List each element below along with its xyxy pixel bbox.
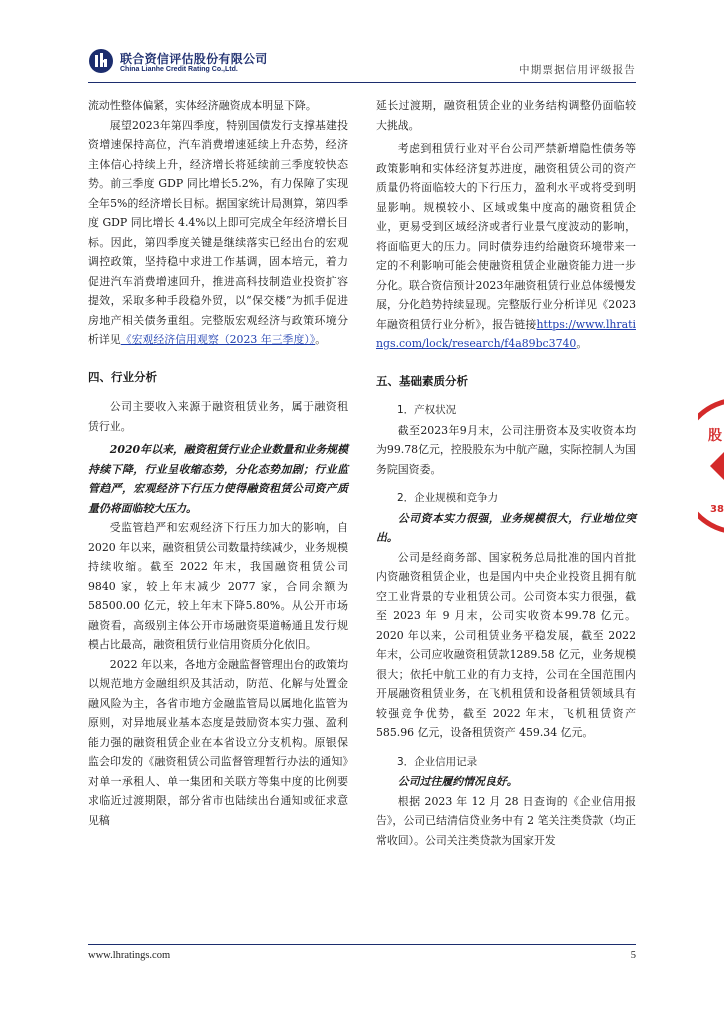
paragraph (376, 139, 636, 354)
section-heading-basic: 五、基础素质分析 (376, 373, 468, 388)
document-type: 中期票据信用评级报告 (519, 64, 636, 76)
left-column (88, 96, 348, 830)
paragraph (88, 116, 348, 350)
page-number: 5 (630, 950, 636, 961)
key-finding: 公司过往履约情况良好。 (397, 775, 518, 788)
seal-text-bottom: 38 (710, 504, 724, 515)
key-finding: 公司资本实力很强，业务规模很大，行业地位突出。 (376, 511, 636, 544)
paragraph: 公司是经商务部、国家税务总局批准的国内首批内资融资租赁企业，也是国内中央企业投资且拥有航空工业背景的专业租赁公司。公司资本实力很强，截至 2023 年 9 月末，公司实收资本99.78 亿元。2020 年以来，公司租赁业务平稳发展，截至 2022 年末，公司应收融资租赁款1289.58 亿元，业务规模很大；依托中航工业的有力支持，公司在全国范围内开展融资租赁业务，在飞机租赁和设备租赁领域具有较强竞争优势，截至 2022 年末，飞机租赁资产 585.96 亿元，设备租赁资产 459.34 亿元。 (376, 550, 636, 739)
macro-report-link[interactable]: 《宏观经济信用观察（2023 年三季度）》 (120, 333, 316, 346)
company-logo-icon (88, 48, 114, 74)
company-name-cn: 联合资信评估股份有限公司 (120, 52, 268, 66)
footer-divider (88, 944, 636, 945)
paragraph: 受监管趋严和宏观经济下行压力加大的影响，自 2020 年以来，融资租赁公司数量持续减少，业务规模持续收缩。截至 2022 年末，我国融资租赁公司 9840 家，较上年末减少 2077 家，合同余额为 58500.00 亿元，较上年末下降5.80%。从公开市场融资看，高级别主体公开市场融资渠道畅通且发行规模占比最高，融资租赁行业信用资质分化依旧。 (88, 521, 348, 651)
paragraph-text: 展望2023年第四季度，特别国债发行支撑基建投资增速保持高位，汽车消费增速延续上升态势，经济主体信心持续上升，经济增长将延续前三季度较快态势。前三季度 GDP 同比增长5.2%，有力保障了实现全年5%的经济增长目标。据国家统计局测算，第四季度 GDP 同比增长 4.4%以上即可完成全年经济增长目标。因此，第四季度关键是继续落实已经出台的宏观调控政策，坚持稳中求进工作基调，固本培元，着力促进汽车消费增速回升，推进高科技制造业投资扩容提效，采取多种手段稳外贸，以“保交楼”为抓手促进房地产相关债务重组。完整版宏观经济与政策环境分析详见 (88, 118, 348, 346)
seal-stamp-icon (698, 396, 724, 536)
company-name-en: China Lianhe Credit Rating Co.,Ltd. (120, 66, 238, 73)
paragraph: 流动性整体偏紧，实体经济融资成本明显下降。 (88, 99, 317, 112)
key-finding: 2020年以来，融资租赁行业企业数量和业务规模持续下降，行业呈收缩态势，分化态势加剧；行业监管趋严，宏观经济下行压力使得融资租赁公司资产质量仍将面临较大压力。 (88, 443, 348, 515)
header-divider (88, 82, 636, 83)
paragraph: 2022 年以来，各地方金融监督管理出台的政策均以规范地方金融组织及其活动，防范、化解与处置金融风险为主，各省市地方金融监管局以属地化监管为原则，对异地展业基本态度是鼓励资本实力强、盈利能力强的融资租赁企业在本省设立分支机构。原银保监会印发的《融资租赁公司监督管理暂行办法的通知》对单一承租人、单一集团和关联方等集中度的比例要求临近过渡期限，部分省市也陆续出台通知或征求意见稿 (88, 657, 348, 827)
subsection-heading: 2．企业规模和竞争力 (397, 492, 499, 504)
right-column (376, 96, 636, 850)
paragraph: 根据 2023 年 12 月 28 日查询的《企业信用报告》，公司已结清信贷业务中有 2 笔关注类贷款（均正常收回）。公司关注类贷款为国家开发 (376, 794, 636, 847)
section-heading-industry: 四、行业分析 (88, 369, 157, 384)
subsection-heading: 3．企业信用记录 (397, 755, 478, 768)
page-header (88, 44, 636, 80)
paragraph-text: 考虑到租赁行业对平台公司严禁新增隐性债务等政策影响和实体经济复苏进度，融资租赁公司的资产质量仍将面临较大的下行压力，盈利水平或将受到明显影响。规模较小、区域或集中度高的融资租赁企业，更易受到区域经济或者行业景气度波动的影响，将面临更大的压力。同时债券违约给融资环境带来一定的不利影响可能会使融资租赁企业融资能力进一步分化。联合资信预计2023年融资租赁行业总体缓慢发展，分化趋势持续显现。完整版行业分析详见《2023年融资租赁行业分析》，报告链接 (376, 142, 636, 331)
punct: 。 (576, 337, 588, 350)
punct: 。 (315, 333, 327, 346)
subsection-heading: 1．产权状况 (397, 404, 457, 416)
paragraph: 截至2023年9月末，公司注册资本及实收资本均为99.78亿元，控股股东为中航产融，实际控制人为国务院国资委。 (376, 423, 636, 476)
paragraph: 公司主要收入来源于融资租赁业务，属于融资租赁行业。 (88, 400, 348, 433)
seal-text-top: 股 (708, 428, 722, 444)
footer-website-link[interactable]: www.lhratings.com (88, 950, 171, 961)
industry-report-link[interactable]: https://www.lhratings.com/lock/research/f4a89bc3740 (376, 317, 636, 350)
paragraph: 延长过渡期，融资租赁企业的业务结构调整仍面临较大挑战。 (376, 99, 636, 132)
